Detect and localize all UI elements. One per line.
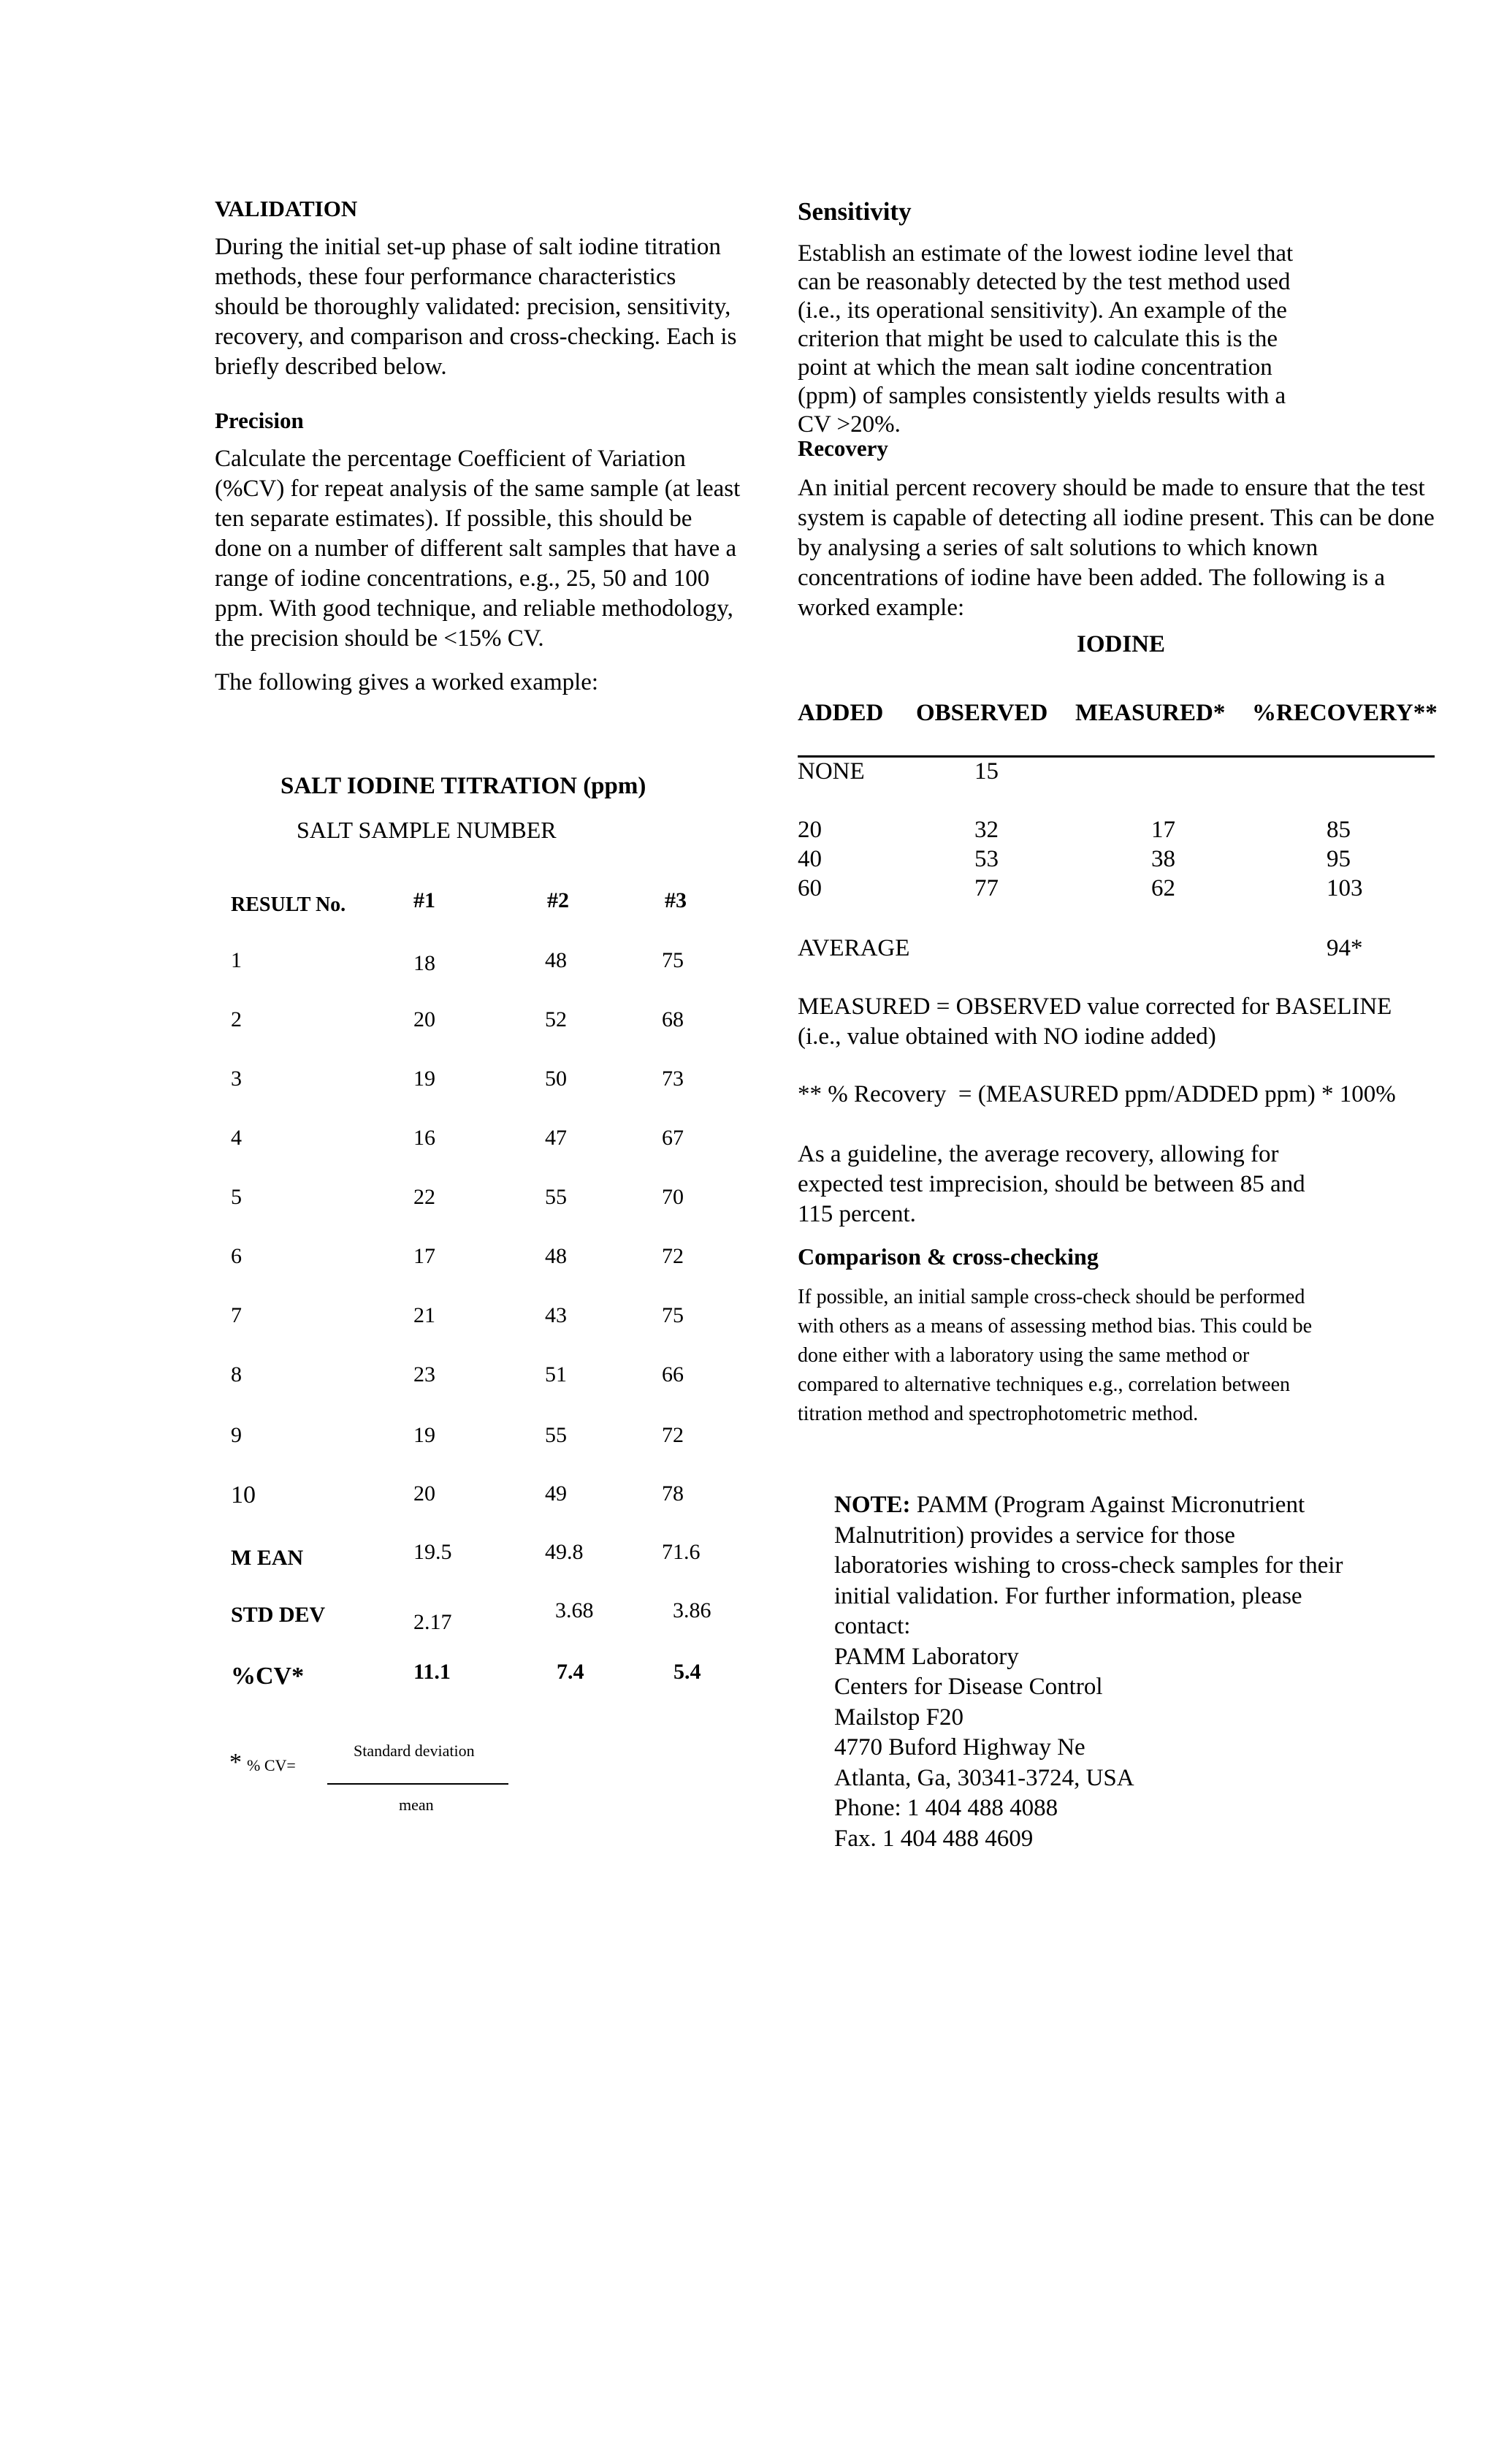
- std-dev-label: STD DEV: [231, 1603, 326, 1627]
- result-number: 1: [231, 948, 242, 972]
- column-header: #2: [547, 888, 569, 912]
- result-no-header: RESULT No.: [231, 893, 346, 916]
- table-cell: 3.68: [555, 1598, 594, 1622]
- contact-line: Centers for Disease Control: [834, 1674, 1103, 1700]
- cv-label: %CV*: [231, 1663, 305, 1690]
- table-cell: 52: [545, 1007, 567, 1031]
- table-cell: 49: [545, 1481, 567, 1506]
- table-cell: 85: [1327, 817, 1351, 843]
- note-label: NOTE:: [834, 1492, 911, 1518]
- table-cell: 21: [413, 1303, 435, 1327]
- contact-line: Fax. 1 404 488 4609: [834, 1825, 1034, 1852]
- table-cell: 11.1: [413, 1660, 451, 1684]
- table-cell: 66: [662, 1362, 684, 1387]
- column-header: ADDED: [798, 700, 884, 726]
- table-cell: 5.4: [673, 1660, 701, 1684]
- contact-address: [834, 1642, 1346, 1855]
- precision-table-subtitle: SALT SAMPLE NUMBER: [297, 817, 557, 843]
- header-rule: [798, 755, 1435, 758]
- precision-table-title: SALT IODINE TITRATION (ppm): [280, 773, 646, 799]
- table-cell: 95: [1327, 846, 1351, 872]
- column-header: #1: [413, 888, 435, 912]
- table-cell: 67: [662, 1126, 684, 1150]
- table-cell: 43: [545, 1303, 567, 1327]
- contact-line: PAMM Laboratory: [834, 1643, 1019, 1670]
- validation-intro: During the initial set-up phase of salt iodine titration methods, these four performance characteristics should be thoroughly validated: precision, sensitivity, recovery, and comparison and cross-checking. Each is briefly described below.: [215, 234, 737, 380]
- validation-heading: VALIDATION: [215, 196, 358, 221]
- table-cell: 51: [545, 1362, 567, 1387]
- table-cell: 71.6: [662, 1540, 701, 1564]
- result-number: 7: [231, 1303, 242, 1327]
- table-cell: 15: [974, 758, 999, 785]
- fraction-line: [327, 1783, 508, 1785]
- comparison-heading: Comparison & cross-checking: [798, 1243, 1099, 1270]
- table-cell: 68: [662, 1007, 684, 1031]
- table-cell: 73: [662, 1067, 684, 1091]
- table-cell: 70: [662, 1185, 684, 1209]
- table-cell: 22: [413, 1185, 435, 1209]
- table-cell: 75: [662, 948, 684, 972]
- table-cell: 103: [1327, 875, 1363, 901]
- column-header: %RECOVERY**: [1252, 700, 1438, 726]
- table-cell: 78: [662, 1481, 684, 1506]
- precision-heading: Precision: [215, 408, 304, 433]
- formula-denominator: mean: [399, 1796, 434, 1814]
- average-label: AVERAGE: [798, 935, 910, 961]
- contact-line: Phone: 1 404 488 4088: [834, 1795, 1058, 1821]
- table-cell: 77: [974, 875, 999, 901]
- precision-example-intro: The following gives a worked example:: [215, 669, 599, 695]
- result-number: 6: [231, 1244, 242, 1268]
- table-cell: 17: [413, 1244, 435, 1268]
- table-cell: 32: [974, 817, 999, 843]
- result-number: 5: [231, 1185, 242, 1209]
- table-cell: 19: [413, 1067, 435, 1091]
- mean-label: M EAN: [231, 1546, 304, 1570]
- formula-numerator: Standard deviation: [354, 1742, 475, 1760]
- contact-line: Atlanta, Ga, 30341-3724, USA: [834, 1764, 1134, 1791]
- table-cell: 72: [662, 1244, 684, 1268]
- table-cell: 18: [413, 951, 435, 975]
- column-header: #3: [665, 888, 687, 912]
- table-cell: 17: [1151, 817, 1175, 843]
- table-cell: 7.4: [557, 1660, 584, 1684]
- sensitivity-body: Establish an estimate of the lowest iodine level that can be reasonably detected by the test method used (i.e., its operational sensitivity). An example of the criterion that might be used to calculate this is the point at which the mean salt iodine concentration (ppm) of samples consistently yields results with a CV >20%.: [798, 240, 1294, 438]
- table-cell: 47: [545, 1126, 567, 1150]
- sensitivity-heading: Sensitivity: [798, 197, 912, 226]
- precision-body: Calculate the percentage Coefficient of Variation (%CV) for repeat analysis of the same sample (at least ten separate estimates). If possible, this should be done on a number of different salt samples that have a range of iodine concentrations, e.g., 25, 50 and 100 ppm. With good technique, and reliable methodology, the precision should be <15% CV.: [215, 446, 741, 652]
- table-cell: 48: [545, 948, 567, 972]
- contact-line: 4770 Buford Highway Ne: [834, 1734, 1085, 1761]
- result-number: 2: [231, 1007, 242, 1031]
- table-cell: 53: [974, 846, 999, 872]
- recovery-body: An initial percent recovery should be made to ensure that the test system is capable of detecting all iodine present. This can be done by analysing a series of salt solutions to which known concentrations of iodine have been added. The following is a worked example:: [798, 475, 1435, 621]
- table-cell: 38: [1151, 846, 1175, 872]
- recovery-formula: ** % Recovery = (MEASURED ppm/ADDED ppm) * 100%: [798, 1081, 1396, 1107]
- recovery-heading: Recovery: [798, 435, 888, 461]
- comparison-body: If possible, an initial sample cross-check should be performed with others as a means of assessing method bias. This could be done either with a laboratory using the same method or compared to alternative techniques e.g., correlation between titration method and spectrophotometric method.: [798, 1286, 1313, 1425]
- measured-definition-note: (i.e., value obtained with NO iodine added): [798, 1023, 1216, 1050]
- table-cell: 50: [545, 1067, 567, 1091]
- measured-definition: MEASURED = OBSERVED value corrected for BASELINE: [798, 993, 1392, 1020]
- result-number: 4: [231, 1126, 242, 1150]
- table-cell: 49.8: [545, 1540, 584, 1564]
- table-cell: 55: [545, 1185, 567, 1209]
- table-cell: NONE: [798, 758, 865, 785]
- table-cell: 19: [413, 1423, 435, 1447]
- table-cell: 19.5: [413, 1540, 452, 1564]
- table-cell: 20: [413, 1007, 435, 1031]
- table-cell: 60: [798, 875, 822, 901]
- table-cell: 48: [545, 1244, 567, 1268]
- result-number: 8: [231, 1362, 242, 1387]
- iodine-group-header: IODINE: [1077, 631, 1166, 657]
- contact-line: Mailstop F20: [834, 1704, 963, 1731]
- average-value: 94*: [1327, 935, 1363, 961]
- table-cell: 75: [662, 1303, 684, 1327]
- result-number: 9: [231, 1423, 242, 1447]
- column-header: MEASURED*: [1075, 700, 1226, 726]
- formula-star: *: [229, 1749, 242, 1776]
- table-cell: 62: [1151, 875, 1175, 901]
- table-cell: 2.17: [413, 1610, 452, 1634]
- table-cell: 40: [798, 846, 822, 872]
- table-cell: 20: [798, 817, 822, 843]
- formula-label: % CV=: [247, 1756, 296, 1774]
- table-cell: 55: [545, 1423, 567, 1447]
- result-number: 3: [231, 1067, 242, 1091]
- table-cell: 72: [662, 1423, 684, 1447]
- result-number: 10: [231, 1481, 256, 1508]
- table-cell: 20: [413, 1481, 435, 1506]
- table-cell: 3.86: [673, 1598, 711, 1622]
- recovery-guideline: As a guideline, the average recovery, allowing for expected test imprecision, should be between 85 and 115 percent.: [798, 1141, 1305, 1227]
- table-cell: 23: [413, 1362, 435, 1387]
- table-cell: 16: [413, 1126, 435, 1150]
- column-header: OBSERVED: [916, 700, 1048, 726]
- note-text: PAMM (Program Against Micronutrient Malnutrition) provides a service for those laboratories wishing to cross-check samples for their initial validation. For further information, please contact:: [834, 1492, 1343, 1639]
- note-block: [834, 1490, 1346, 1854]
